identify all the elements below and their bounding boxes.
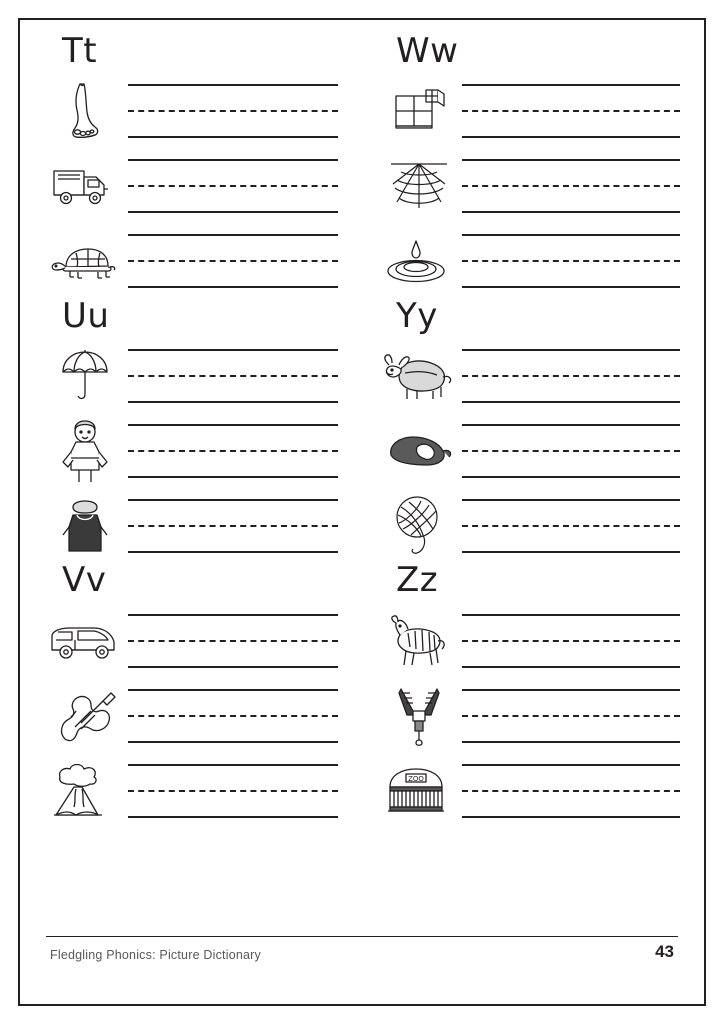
footer-divider [46,936,678,937]
line-dashed-mid [128,790,338,792]
line-solid-top [128,424,338,426]
line-solid-top [128,234,338,236]
line-dashed-mid [128,110,338,112]
entry-umbrella [46,338,362,413]
line-dashed-mid [128,525,338,527]
turtle-icon [46,226,124,296]
writing-lines[interactable] [128,681,338,751]
entry-undershirt [46,488,362,563]
writing-lines[interactable] [462,151,680,221]
line-dashed-mid [462,640,680,642]
van-icon [46,606,124,676]
line-solid-top [128,689,338,691]
line-solid-bottom [462,136,680,138]
line-dashed-mid [462,450,680,452]
line-solid-top [462,159,680,161]
entry-yam [380,413,704,488]
section-letter-zz: Zz [396,560,439,601]
entry-truck [46,149,362,224]
window-icon [380,76,458,146]
entry-volcano [46,753,362,828]
entries-tt [46,74,362,299]
line-solid-top [462,424,680,426]
entry-yarn [380,488,704,563]
line-dashed-mid [128,715,338,717]
writing-lines[interactable] [462,491,680,561]
writing-lines[interactable] [128,416,338,486]
under-shirt-icon [46,491,124,561]
page-footer [20,928,704,1004]
section-tt [46,31,362,299]
zebra-icon [380,606,458,676]
section-letter-ww: Ww [396,31,459,71]
section-zz [380,560,704,828]
line-dashed-mid [128,260,338,262]
line-solid-bottom [462,401,680,403]
line-solid-bottom [462,741,680,743]
writing-lines[interactable] [128,756,338,826]
entry-yak [380,338,704,413]
zoo-icon [380,756,458,826]
line-solid-bottom [462,286,680,288]
section-letter-vv: Vv [62,560,107,601]
line-solid-bottom [128,136,338,138]
writing-lines[interactable] [462,226,680,296]
toe-icon [46,76,124,146]
writing-lines[interactable] [462,341,680,411]
section-vv [46,560,362,828]
line-dashed-mid [462,110,680,112]
line-dashed-mid [462,260,680,262]
writing-lines[interactable] [462,681,680,751]
writing-lines[interactable] [462,416,680,486]
line-solid-top [462,84,680,86]
line-solid-top [462,349,680,351]
web-icon [380,151,458,221]
line-solid-bottom [462,476,680,478]
writing-lines[interactable] [462,606,680,676]
section-yy [380,295,704,564]
line-solid-top [128,84,338,86]
entry-turtle [46,224,362,299]
writing-lines[interactable] [128,76,338,146]
line-dashed-mid [462,375,680,377]
footer-title: Fledgling Phonics: Picture Dictionary [50,948,261,962]
left-column [20,20,362,910]
line-solid-top [128,159,338,161]
writing-lines[interactable] [128,151,338,221]
entry-toe [46,74,362,149]
line-solid-top [462,499,680,501]
entry-van [46,603,362,678]
writing-lines[interactable] [462,756,680,826]
line-solid-bottom [128,666,338,668]
line-dashed-mid [462,185,680,187]
entry-zoo [380,753,704,828]
line-solid-top [462,234,680,236]
truck-icon [46,151,124,221]
zipper-icon [380,681,458,751]
line-dashed-mid [128,640,338,642]
entry-water [380,224,704,299]
line-solid-top [462,614,680,616]
entry-window [380,74,704,149]
violin-icon [46,681,124,751]
line-solid-bottom [128,551,338,553]
line-solid-top [128,764,338,766]
entries-vv [46,603,362,828]
uncle-icon [46,416,124,486]
yak-icon [380,341,458,411]
line-dashed-mid [462,790,680,792]
line-solid-bottom [128,476,338,478]
svg-text:ZOO: ZOO [408,774,424,783]
entry-uncle [46,413,362,488]
line-solid-bottom [128,211,338,213]
line-solid-top [128,499,338,501]
right-column [362,20,704,910]
line-dashed-mid [128,375,338,377]
volcano-icon [46,756,124,826]
worksheet-columns [20,20,704,910]
writing-lines[interactable] [128,491,338,561]
writing-lines[interactable] [128,606,338,676]
yarn-icon [380,491,458,561]
line-solid-bottom [128,401,338,403]
line-dashed-mid [128,450,338,452]
line-solid-bottom [462,211,680,213]
line-solid-bottom [462,551,680,553]
section-ww [380,31,704,299]
writing-lines[interactable] [128,226,338,296]
line-solid-bottom [462,666,680,668]
section-letter-yy: Yy [396,295,438,336]
writing-lines[interactable] [128,341,338,411]
entries-uu [46,338,362,563]
yam-icon [380,416,458,486]
line-dashed-mid [128,185,338,187]
page-number: 43 [655,942,674,961]
line-solid-bottom [128,816,338,818]
line-solid-top [462,689,680,691]
line-solid-bottom [128,286,338,288]
worksheet-page [18,18,706,1006]
umbrella-icon [46,341,124,411]
entry-zipper [380,678,704,753]
section-uu [46,295,362,564]
entries-ww [380,74,704,299]
writing-lines[interactable] [462,76,680,146]
line-solid-top [128,614,338,616]
line-solid-top [128,349,338,351]
line-solid-bottom [462,816,680,818]
line-solid-top [462,764,680,766]
entry-zebra [380,603,704,678]
entries-yy [380,338,704,563]
entry-web [380,149,704,224]
line-dashed-mid [462,715,680,717]
line-solid-bottom [128,741,338,743]
line-dashed-mid [462,525,680,527]
section-letter-tt: Tt [62,31,98,71]
entry-violin [46,678,362,753]
water-drop-icon [380,226,458,296]
section-letter-uu: Uu [62,295,110,336]
entries-zz [380,603,704,828]
